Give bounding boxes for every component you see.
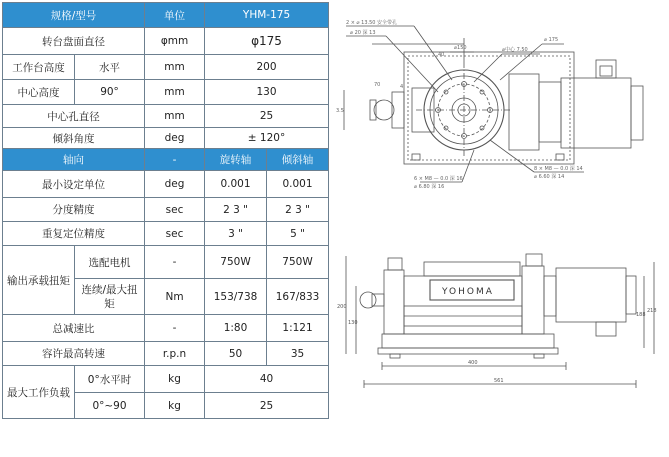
torque-label: 输出承载扭矩 xyxy=(3,246,75,315)
speed-tilt: 35 xyxy=(267,342,329,366)
torque-max-unit: Nm xyxy=(145,279,205,315)
dim-130: 130 xyxy=(348,320,358,326)
load-horiz-unit: kg xyxy=(145,366,205,393)
callout-drill-1: ⌀ 6.60 深 14 xyxy=(534,174,565,180)
center-height-label: 中心高度 xyxy=(3,80,75,105)
height-value: 200 xyxy=(205,55,329,80)
torque-max-label: 连续/最大扭矩 xyxy=(75,279,145,315)
dim-561: 561 xyxy=(494,378,504,384)
repeat-label: 重复定位精度 xyxy=(3,222,145,246)
row-tilt-angle xyxy=(3,128,329,149)
turntable-dia-value: φ175 xyxy=(205,28,329,55)
speed-unit: r.p.n xyxy=(145,342,205,366)
dim-150: ⌀150 xyxy=(454,45,467,51)
torque-motor-unit: - xyxy=(145,246,205,279)
center-height-sub-label: 90° xyxy=(75,80,145,105)
header-spec: 规格/型号 xyxy=(3,3,145,28)
turntable-dia-unit: φmm xyxy=(145,28,205,55)
axis-header-row xyxy=(3,149,329,171)
speed-rotary: 50 xyxy=(205,342,267,366)
load-range-label: 0°~90 xyxy=(75,393,145,419)
front-view-drawing xyxy=(334,236,664,454)
dim-188: 188 xyxy=(636,312,646,318)
tilt-angle-value: ± 120° xyxy=(205,128,329,149)
indexing-tilt: 2 3 " xyxy=(267,198,329,222)
spec-table xyxy=(2,2,329,419)
tilt-angle-unit: deg xyxy=(145,128,205,149)
row-ratio xyxy=(3,315,329,342)
turntable-dia-label: 转台盘面直径 xyxy=(3,28,145,55)
indexing-label: 分度精度 xyxy=(3,198,145,222)
header-model: YHM-175 xyxy=(205,3,329,28)
center-height-value: 130 xyxy=(205,80,329,105)
brand-label: YOHOMA xyxy=(442,287,494,297)
row-speed xyxy=(3,342,329,366)
load-range-unit: kg xyxy=(145,393,205,419)
row-torque-motor xyxy=(3,246,329,279)
bore-dia-label: 中心孔直径 xyxy=(3,105,145,128)
min-unit-rotary: 0.001 xyxy=(205,171,267,198)
header-row xyxy=(3,3,329,28)
min-unit-label: 最小设定单位 xyxy=(3,171,145,198)
handwheel-shape xyxy=(374,100,394,120)
indexing-rotary: 2 3 " xyxy=(205,198,267,222)
repeat-tilt: 5 " xyxy=(267,222,329,246)
axis-header-unit: - xyxy=(145,149,205,171)
ratio-unit: - xyxy=(145,315,205,342)
callout-safety-holes: 2 × ⌀ 13.50 安全带孔 xyxy=(346,20,398,26)
axis-header-label: 轴向 xyxy=(3,149,145,171)
load-horiz-label: 0°水平时 xyxy=(75,366,145,393)
row-indexing xyxy=(3,198,329,222)
repeat-unit: sec xyxy=(145,222,205,246)
height-unit: mm xyxy=(145,55,205,80)
load-label: 最大工作负载 xyxy=(3,366,75,419)
ratio-rotary: 1:80 xyxy=(205,315,267,342)
callout-counterbore: ⌀ 20 深 13 xyxy=(350,30,376,36)
header-unit: 单位 xyxy=(145,3,205,28)
torque-max-rotary: 153/738 xyxy=(205,279,267,315)
speed-label: 容许最高转速 xyxy=(3,342,145,366)
callout-drill-2: ⌀ 6.80 深 16 xyxy=(414,184,445,190)
torque-motor-label: 选配电机 xyxy=(75,246,145,279)
row-height-horiz xyxy=(3,55,329,80)
row-turntable-dia xyxy=(3,28,329,55)
axis-header-tilt: 倾斜轴 xyxy=(267,149,329,171)
dim-left: 70 xyxy=(374,82,381,88)
dim-side: 3.5 xyxy=(336,108,344,114)
ratio-label: 总减速比 xyxy=(3,315,145,342)
repeat-rotary: 3 " xyxy=(205,222,267,246)
dim-pcd: ⌀中心 7.50 xyxy=(502,47,528,53)
dim-175: ⌀ 175 xyxy=(544,37,559,43)
row-center-height xyxy=(3,80,329,105)
callout-tap-holes-1: 8 × M8 — 0.0 深 14 xyxy=(534,166,583,172)
torque-max-tilt: 167/833 xyxy=(267,279,329,315)
load-range-value: 25 xyxy=(205,393,329,419)
row-bore-dia xyxy=(3,105,329,128)
height-label: 工作台高度 xyxy=(3,55,75,80)
axis-header-rotary: 旋转轴 xyxy=(205,149,267,171)
body-outline xyxy=(404,276,522,334)
callout-tap-holes-2: 6 × M8 — 0.0 深 16 xyxy=(414,176,463,182)
torque-motor-rotary: 750W xyxy=(205,246,267,279)
center-height-unit: mm xyxy=(145,80,205,105)
height-sub-label: 水平 xyxy=(75,55,145,80)
dim-4: 4 xyxy=(400,84,404,90)
row-min-unit xyxy=(3,171,329,198)
tilt-angle-label: 倾斜角度 xyxy=(3,128,145,149)
dim-400: 400 xyxy=(468,360,478,366)
row-load-horiz xyxy=(3,366,329,393)
top-view-drawing xyxy=(334,0,664,205)
min-unit-tilt: 0.001 xyxy=(267,171,329,198)
load-horiz-value: 40 xyxy=(205,366,329,393)
ratio-tilt: 1:121 xyxy=(267,315,329,342)
dim-right: 40 xyxy=(438,52,445,58)
indexing-unit: sec xyxy=(145,198,205,222)
base-outline xyxy=(382,334,554,348)
row-repeat xyxy=(3,222,329,246)
bore-dia-unit: mm xyxy=(145,105,205,128)
dim-218: 218 xyxy=(647,308,657,314)
bore-dia-value: 25 xyxy=(205,105,329,128)
torque-motor-tilt: 750W xyxy=(267,246,329,279)
min-unit-unit: deg xyxy=(145,171,205,198)
dim-200: 200 xyxy=(337,304,347,310)
